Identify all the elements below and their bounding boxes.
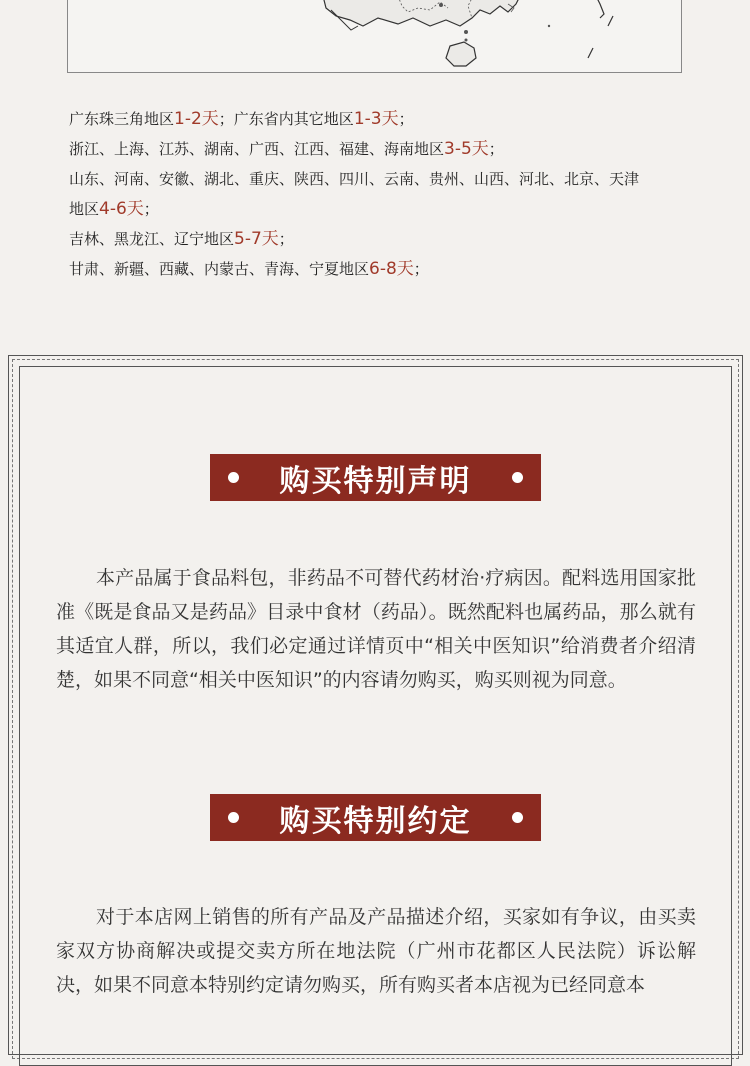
dot-icon: [512, 812, 523, 823]
dot-icon: [512, 472, 523, 483]
section-title: 购买特别约定: [279, 803, 472, 839]
delivery-times: [69, 104, 689, 284]
delivery-line: 广东珠三角地区1-2天；广东省内其它地区1-3天；: [69, 109, 414, 129]
section-banner-purchase-statement: [210, 454, 541, 501]
delivery-days: 1-3天: [353, 109, 399, 129]
delivery-line: 甘肃、新疆、西藏、内蒙古、青海、宁夏地区6-8天；: [69, 259, 429, 279]
delivery-days: 1-2天: [174, 109, 219, 129]
map-outline: [68, 0, 682, 73]
delivery-line: 山东、河南、安徽、湖北、重庆、陕西、四川、云南、贵州、山西、河北、北京、天津: [69, 170, 640, 188]
dot-icon: [228, 472, 239, 483]
dot-icon: [228, 812, 239, 823]
delivery-days: 6-8天: [369, 259, 414, 279]
section-title: 购买特别声明: [279, 463, 472, 499]
delivery-days: 5-7天: [234, 229, 279, 249]
delivery-line: 浙江、上海、江苏、湖南、广西、江西、福建、海南地区3-5天；: [69, 139, 504, 159]
section-banner-purchase-agreement: [210, 794, 541, 841]
delivery-days: 3-5天: [444, 139, 489, 159]
delivery-line: 地区4-6天；: [69, 199, 159, 219]
section-body-purchase-statement: 本产品属于食品料包，非药品不可替代药材治·疗病因。配料选用国家批准《既是食品又是药品》目录中食材（药品）。既然配料也属药品，那么就有其适宜人群，所以，我们必定通过详情页中“相关中医知识”给消费者介绍清楚，如果不同意“相关中医知识”的内容请勿购买，购买则视为同意。: [56, 567, 696, 691]
china-map-image: [67, 0, 682, 73]
delivery-days: 4-6天: [99, 199, 144, 219]
section-body-purchase-agreement: 对于本店网上销售的所有产品及产品描述介绍，买家如有争议，由买卖家双方协商解决或提交卖方所在地法院（广州市花都区人民法院）诉讼解决，如果不同意本特别约定请勿购买，所有购买者本店视为已经同意本: [56, 906, 696, 996]
delivery-line: 吉林、黑龙江、辽宁地区5-7天；: [69, 229, 294, 249]
